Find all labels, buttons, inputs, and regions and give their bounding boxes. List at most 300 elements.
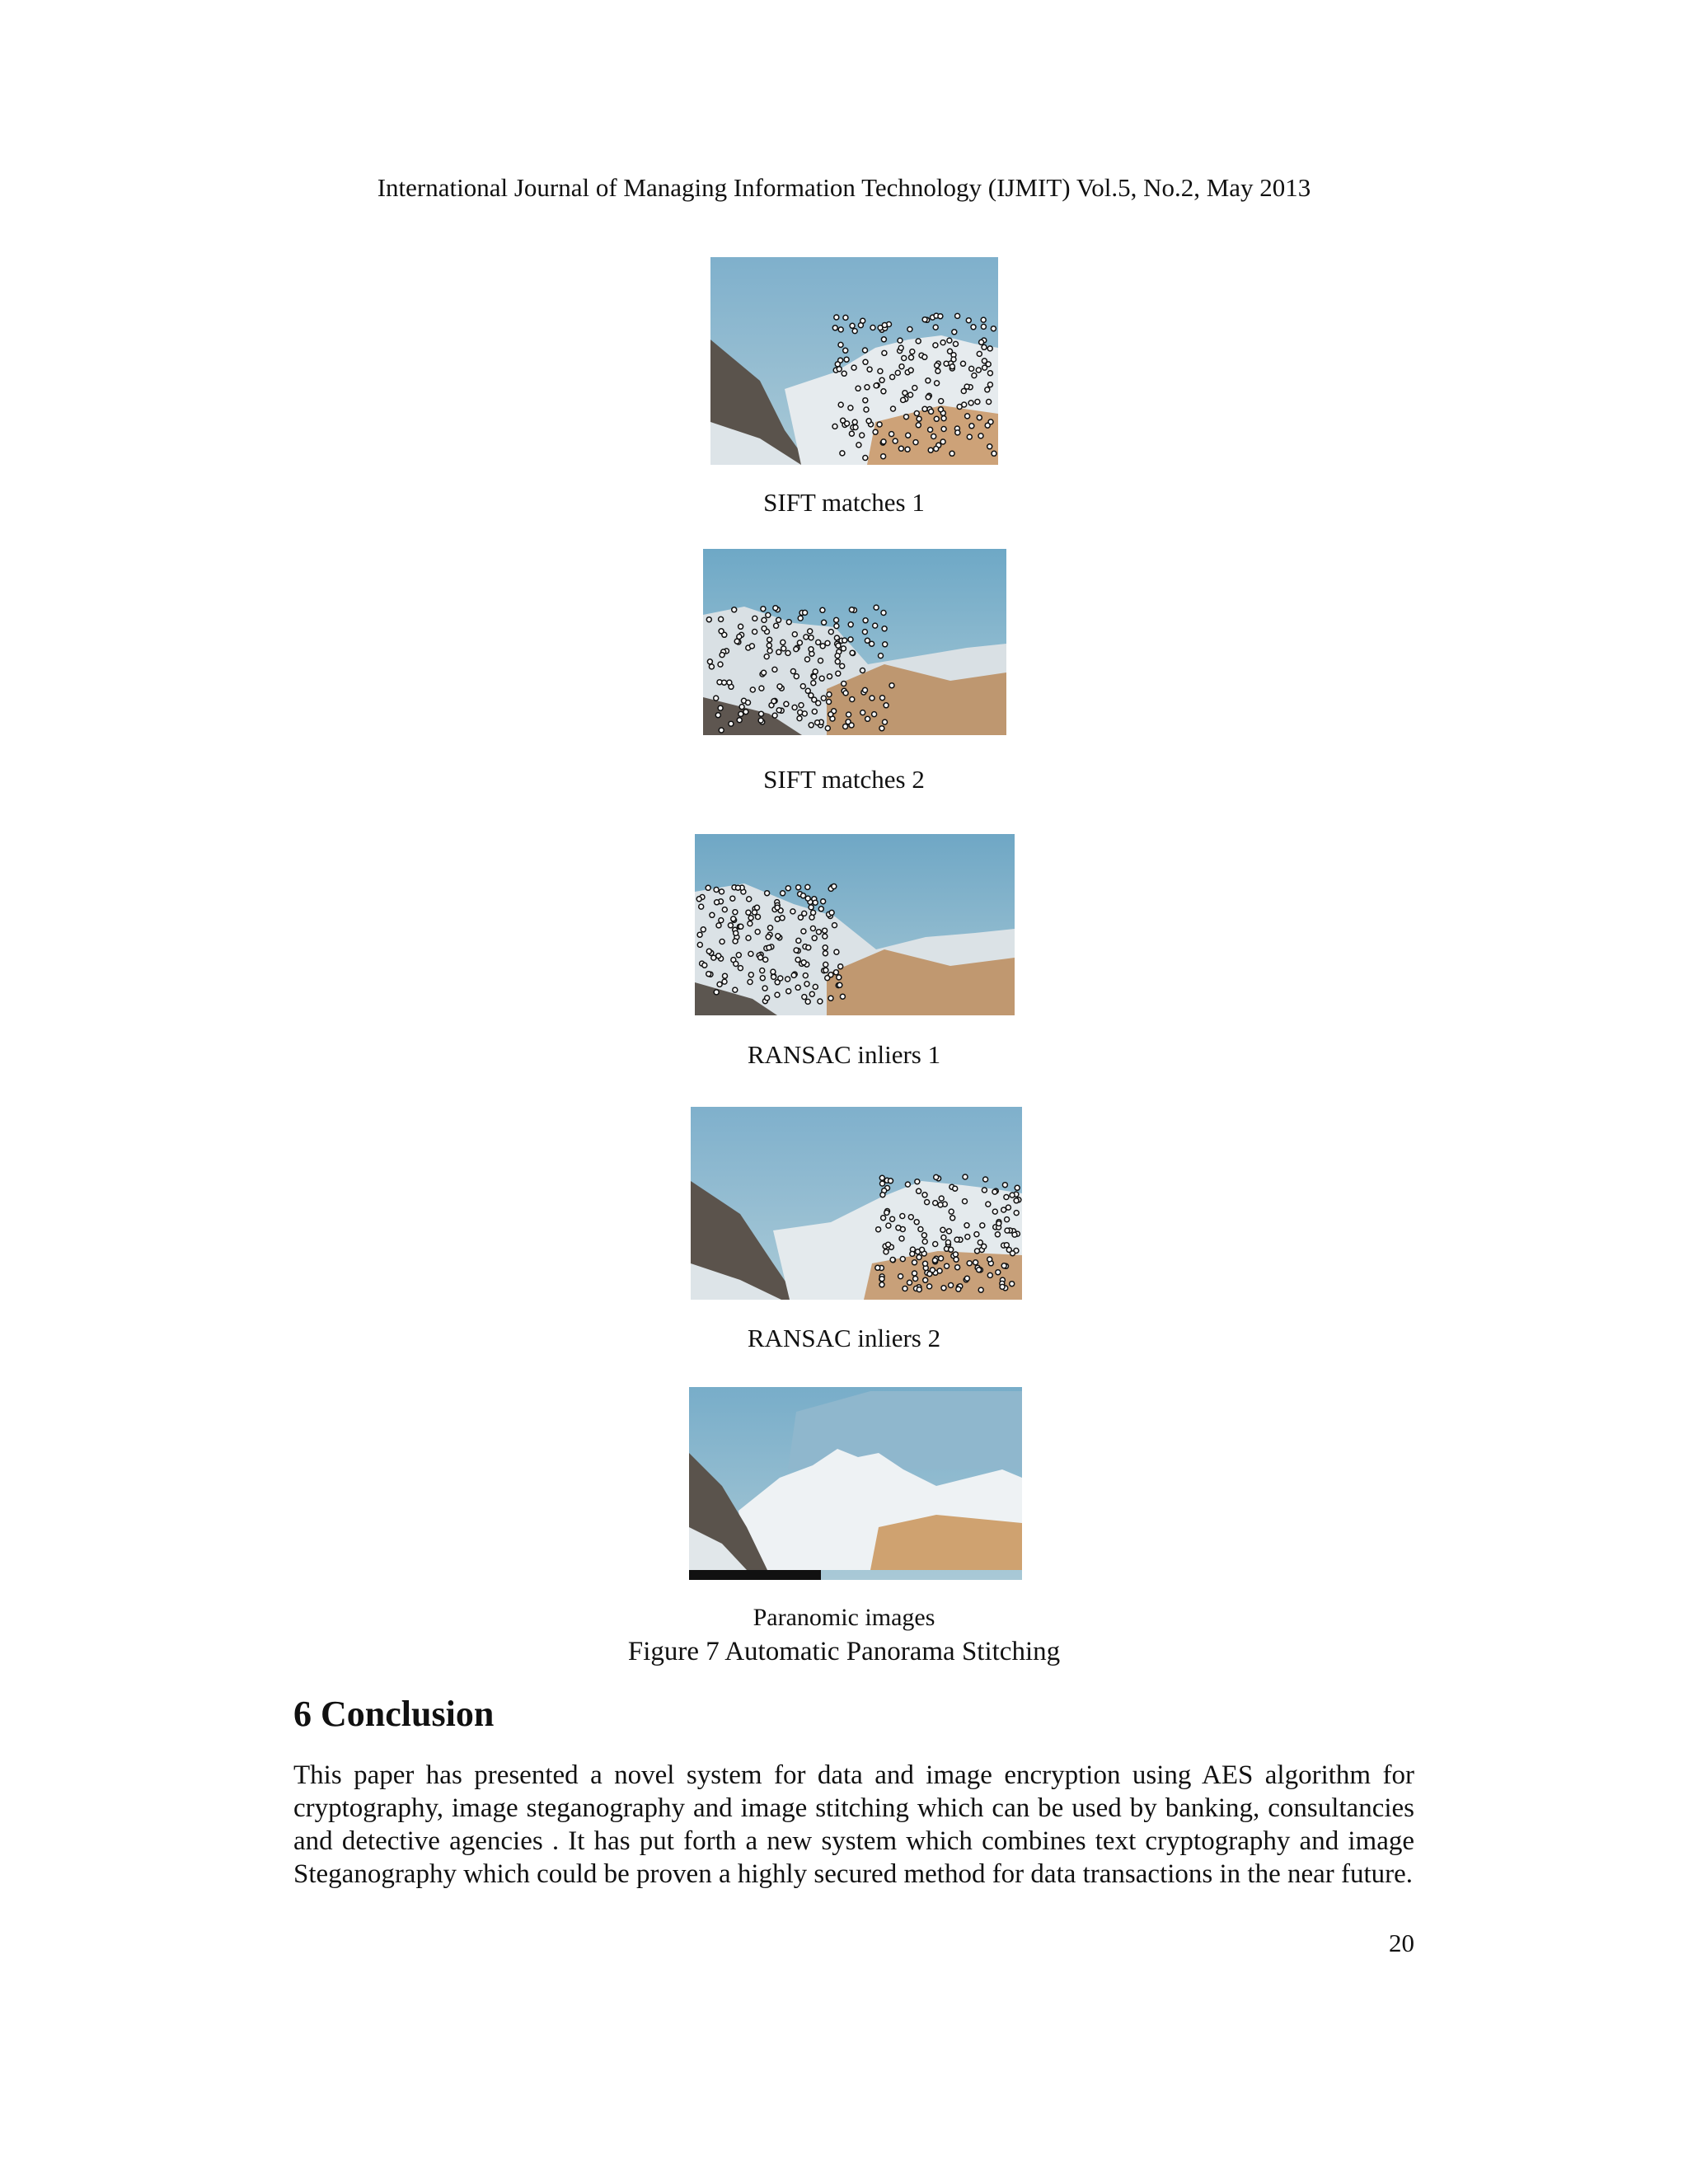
keypoint-marker bbox=[785, 650, 790, 655]
keypoint-marker bbox=[949, 1247, 954, 1252]
keypoint-marker bbox=[737, 635, 742, 640]
keypoint-marker bbox=[786, 620, 791, 625]
keypoint-marker bbox=[733, 987, 738, 992]
keypoint-marker bbox=[797, 640, 802, 645]
keypoint-marker bbox=[889, 1179, 893, 1183]
keypoint-marker bbox=[841, 418, 846, 423]
keypoint-marker bbox=[850, 697, 855, 702]
keypoint-marker bbox=[901, 397, 906, 402]
keypoint-marker bbox=[707, 659, 712, 664]
keypoint-marker bbox=[823, 962, 828, 967]
keypoint-marker bbox=[930, 1268, 935, 1272]
keypoint-marker bbox=[938, 1202, 943, 1207]
keypoint-marker bbox=[736, 953, 741, 958]
keypoint-marker bbox=[987, 444, 992, 449]
keypoint-marker bbox=[987, 1257, 992, 1262]
keypoint-marker bbox=[991, 326, 996, 331]
keypoint-marker bbox=[955, 430, 960, 435]
section-heading: 6 Conclusion bbox=[293, 1694, 495, 1734]
keypoint-marker bbox=[890, 375, 895, 380]
keypoint-marker bbox=[987, 400, 992, 405]
keypoint-marker bbox=[834, 617, 839, 622]
keypoint-marker bbox=[881, 337, 886, 342]
keypoint-marker bbox=[928, 427, 933, 432]
keypoint-marker bbox=[996, 1221, 1001, 1226]
keypoint-marker bbox=[940, 1227, 945, 1232]
keypoint-marker bbox=[870, 326, 875, 330]
keypoint-marker bbox=[1002, 1183, 1007, 1188]
keypoint-marker bbox=[879, 1282, 884, 1287]
keypoint-marker bbox=[762, 626, 767, 631]
keypoint-marker bbox=[1005, 1217, 1010, 1222]
keypoint-marker bbox=[907, 327, 912, 332]
keypoint-marker bbox=[908, 1215, 913, 1220]
keypoint-marker bbox=[714, 888, 719, 893]
keypoint-marker bbox=[879, 726, 884, 731]
keypoint-marker bbox=[953, 1186, 958, 1191]
keypoint-marker bbox=[716, 923, 721, 928]
keypoint-marker bbox=[835, 659, 840, 664]
keypoint-marker bbox=[722, 680, 727, 685]
keypoint-marker bbox=[982, 1188, 987, 1193]
keypoint-marker bbox=[794, 674, 799, 679]
keypoint-marker bbox=[939, 1196, 944, 1201]
keypoint-marker bbox=[758, 718, 763, 723]
keypoint-marker bbox=[809, 635, 814, 640]
keypoint-marker bbox=[987, 382, 992, 387]
keypoint-marker bbox=[828, 630, 833, 635]
keypoint-marker bbox=[790, 669, 795, 674]
keypoint-marker bbox=[884, 1249, 889, 1254]
keypoint-marker bbox=[813, 900, 818, 905]
keypoint-marker bbox=[954, 1257, 959, 1262]
keypoint-marker bbox=[889, 432, 894, 437]
keypoint-marker bbox=[835, 362, 840, 367]
keypoint-marker bbox=[832, 326, 837, 330]
keypoint-marker bbox=[848, 405, 853, 410]
keypoint-marker bbox=[753, 910, 757, 915]
keypoint-marker bbox=[719, 616, 724, 621]
keypoint-marker bbox=[863, 456, 868, 461]
keypoint-marker bbox=[760, 976, 765, 981]
keypoint-marker bbox=[823, 951, 828, 956]
keypoint-marker bbox=[815, 720, 820, 725]
caption-sift-matches-2: SIFT matches 2 bbox=[763, 765, 925, 794]
keypoint-marker bbox=[714, 696, 719, 701]
keypoint-marker bbox=[829, 910, 834, 915]
keypoint-marker bbox=[863, 618, 868, 623]
keypoint-marker bbox=[728, 923, 733, 928]
keypoint-marker bbox=[949, 1209, 954, 1214]
keypoint-marker bbox=[803, 610, 808, 615]
keypoint-marker bbox=[863, 687, 868, 692]
keypoint-marker bbox=[842, 682, 846, 687]
keypoint-marker bbox=[827, 692, 832, 697]
keypoint-marker bbox=[879, 1277, 884, 1282]
keypoint-marker bbox=[952, 330, 957, 335]
keypoint-marker bbox=[808, 629, 813, 634]
conclusion-paragraph: This paper has presented a novel system for data and image encryption using AES algorithm for cryptography, image steganography and image stitching which can be used by banking, consultancies and detective agencies . It has put forth a new system which combines text cryptography and image Steganography which could be proven a highly secured method for data transactions in the near future. bbox=[293, 1760, 1414, 1889]
keypoint-marker bbox=[720, 940, 724, 944]
keypoint-marker bbox=[746, 910, 751, 915]
keypoint-marker bbox=[929, 409, 934, 414]
keypoint-marker bbox=[914, 411, 919, 416]
keypoint-marker bbox=[785, 886, 790, 891]
keypoint-marker bbox=[948, 349, 953, 354]
keypoint-marker bbox=[917, 1255, 921, 1260]
keypoint-marker bbox=[812, 674, 817, 679]
keypoint-marker bbox=[837, 367, 842, 372]
keypoint-marker bbox=[873, 429, 878, 434]
keypoint-marker bbox=[835, 654, 840, 658]
keypoint-marker bbox=[961, 361, 966, 366]
keypoint-marker bbox=[798, 616, 803, 621]
journal-header: International Journal of Managing Information Technology (IJMIT) Vol.5, No.2, May 2013 bbox=[377, 173, 1311, 202]
keypoint-marker bbox=[884, 703, 889, 708]
keypoint-marker bbox=[765, 996, 770, 1001]
keypoint-marker bbox=[849, 431, 854, 436]
keypoint-marker bbox=[963, 1199, 968, 1204]
keypoint-marker bbox=[982, 1244, 987, 1249]
keypoint-marker bbox=[902, 356, 907, 361]
caption-sift-matches-1: SIFT matches 1 bbox=[763, 488, 925, 517]
keypoint-marker bbox=[756, 915, 761, 920]
keypoint-marker bbox=[917, 1188, 921, 1193]
keypoint-marker bbox=[981, 317, 986, 322]
keypoint-marker bbox=[996, 1270, 1001, 1275]
keypoint-marker bbox=[791, 972, 796, 977]
keypoint-marker bbox=[718, 662, 723, 667]
keypoint-marker bbox=[969, 366, 974, 371]
keypoint-marker bbox=[876, 1227, 881, 1232]
keypoint-marker bbox=[852, 329, 857, 334]
keypoint-marker bbox=[879, 1175, 884, 1180]
keypoint-marker bbox=[992, 1189, 997, 1194]
keypoint-marker bbox=[834, 949, 839, 954]
keypoint-marker bbox=[774, 623, 779, 628]
keypoint-marker bbox=[912, 1260, 917, 1265]
keypoint-marker bbox=[883, 719, 888, 724]
keypoint-marker bbox=[706, 885, 710, 890]
keypoint-marker bbox=[863, 348, 868, 353]
keypoint-marker bbox=[834, 624, 839, 629]
keypoint-marker bbox=[898, 338, 903, 343]
keypoint-marker bbox=[776, 617, 781, 622]
keypoint-marker bbox=[926, 395, 931, 400]
keypoint-marker bbox=[844, 357, 849, 362]
keypoint-marker bbox=[986, 362, 991, 367]
keypoint-marker bbox=[881, 454, 886, 459]
keypoint-marker bbox=[926, 378, 931, 383]
keypoint-marker bbox=[842, 371, 846, 376]
keypoint-marker bbox=[856, 443, 861, 448]
keypoint-marker bbox=[777, 684, 782, 689]
keypoint-marker bbox=[718, 705, 723, 710]
keypoint-marker bbox=[792, 632, 797, 637]
keypoint-marker bbox=[978, 434, 983, 438]
keypoint-marker bbox=[912, 1271, 917, 1276]
keypoint-marker bbox=[805, 896, 810, 901]
keypoint-marker bbox=[950, 364, 954, 369]
keypoint-marker bbox=[804, 635, 809, 640]
keypoint-marker bbox=[891, 406, 896, 411]
keypoint-marker bbox=[962, 402, 967, 407]
keypoint-marker bbox=[950, 451, 954, 456]
keypoint-marker bbox=[907, 1280, 912, 1285]
keypoint-marker bbox=[900, 1257, 905, 1262]
keypoint-marker bbox=[716, 954, 721, 958]
keypoint-marker bbox=[982, 344, 987, 349]
keypoint-marker bbox=[1005, 1228, 1010, 1233]
keypoint-marker bbox=[935, 368, 940, 373]
keypoint-marker bbox=[771, 974, 776, 979]
keypoint-marker bbox=[920, 1247, 925, 1252]
keypoint-marker bbox=[986, 1202, 991, 1207]
keypoint-marker bbox=[860, 318, 865, 323]
keypoint-marker bbox=[768, 926, 773, 930]
keypoint-marker bbox=[737, 718, 742, 723]
keypoint-marker bbox=[915, 1179, 920, 1184]
keypoint-marker bbox=[923, 1261, 928, 1266]
keypoint-marker bbox=[697, 942, 702, 947]
keypoint-marker bbox=[874, 383, 879, 388]
keypoint-marker bbox=[722, 979, 727, 984]
keypoint-marker bbox=[882, 323, 887, 328]
keypoint-marker bbox=[917, 416, 921, 421]
keypoint-marker bbox=[928, 448, 933, 452]
ransac-inliers-1-image bbox=[695, 834, 1015, 1015]
keypoint-marker bbox=[881, 611, 886, 616]
keypoint-marker bbox=[865, 638, 870, 643]
keypoint-marker bbox=[934, 447, 939, 452]
keypoint-marker bbox=[800, 684, 805, 689]
keypoint-marker bbox=[762, 617, 767, 622]
keypoint-marker bbox=[781, 640, 785, 644]
keypoint-marker bbox=[893, 438, 898, 443]
keypoint-marker bbox=[758, 955, 763, 960]
keypoint-marker bbox=[732, 607, 737, 612]
keypoint-marker bbox=[733, 910, 738, 915]
keypoint-marker bbox=[904, 415, 909, 419]
keypoint-marker bbox=[711, 955, 716, 960]
keypoint-marker bbox=[809, 991, 814, 996]
keypoint-marker bbox=[806, 945, 811, 950]
keypoint-marker bbox=[821, 899, 826, 904]
keypoint-marker bbox=[849, 723, 854, 728]
keypoint-marker bbox=[1014, 1211, 1019, 1216]
keypoint-marker bbox=[743, 710, 748, 715]
keypoint-marker bbox=[880, 1181, 885, 1186]
keypoint-marker bbox=[823, 945, 828, 950]
keypoint-marker bbox=[908, 392, 913, 397]
keypoint-marker bbox=[715, 900, 720, 905]
keypoint-marker bbox=[780, 916, 785, 921]
keypoint-marker bbox=[819, 676, 824, 681]
keypoint-marker bbox=[881, 439, 886, 444]
keypoint-marker bbox=[823, 928, 828, 933]
keypoint-marker bbox=[765, 891, 770, 896]
keypoint-marker bbox=[886, 1223, 891, 1228]
keypoint-marker bbox=[709, 664, 714, 669]
keypoint-marker bbox=[810, 926, 815, 931]
keypoint-marker bbox=[850, 650, 855, 655]
keypoint-marker bbox=[773, 606, 778, 611]
keypoint-marker bbox=[886, 1242, 891, 1247]
keypoint-marker bbox=[753, 616, 757, 621]
keypoint-marker bbox=[801, 929, 806, 934]
keypoint-marker bbox=[775, 992, 780, 997]
keypoint-marker bbox=[900, 1214, 905, 1219]
keypoint-marker bbox=[837, 982, 842, 987]
keypoint-marker bbox=[720, 889, 724, 894]
keypoint-marker bbox=[818, 999, 823, 1004]
keypoint-marker bbox=[881, 1216, 886, 1221]
keypoint-marker bbox=[851, 365, 856, 370]
keypoint-marker bbox=[731, 916, 736, 921]
keypoint-marker bbox=[833, 970, 838, 975]
keypoint-marker bbox=[910, 1251, 915, 1256]
keypoint-marker bbox=[801, 960, 806, 965]
keypoint-marker bbox=[775, 916, 780, 921]
keypoint-marker bbox=[843, 348, 848, 353]
keypoint-marker bbox=[825, 640, 830, 645]
keypoint-marker bbox=[811, 681, 816, 686]
keypoint-marker bbox=[882, 626, 887, 631]
keypoint-marker bbox=[860, 668, 865, 673]
keypoint-marker bbox=[838, 402, 843, 407]
keypoint-marker bbox=[1015, 1185, 1020, 1190]
keypoint-marker bbox=[761, 607, 766, 612]
keypoint-marker bbox=[771, 699, 776, 704]
keypoint-marker bbox=[816, 640, 821, 644]
keypoint-marker bbox=[804, 982, 809, 987]
keypoint-marker bbox=[821, 696, 826, 701]
keypoint-marker bbox=[794, 948, 799, 953]
keypoint-marker bbox=[898, 1274, 903, 1279]
keypoint-marker bbox=[1004, 1195, 1009, 1200]
keypoint-marker bbox=[865, 716, 870, 721]
keypoint-marker bbox=[916, 339, 921, 344]
keypoint-marker bbox=[874, 605, 879, 610]
keypoint-marker bbox=[706, 949, 711, 954]
keypoint-marker bbox=[696, 897, 701, 902]
keypoint-marker bbox=[841, 646, 846, 651]
keypoint-marker bbox=[954, 341, 959, 346]
keypoint-marker bbox=[937, 1268, 942, 1273]
keypoint-marker bbox=[1004, 1243, 1009, 1248]
keypoint-marker bbox=[838, 964, 843, 969]
keypoint-marker bbox=[946, 1229, 951, 1234]
keypoint-marker bbox=[880, 1193, 885, 1197]
keypoint-marker bbox=[727, 680, 732, 685]
keypoint-marker bbox=[706, 617, 711, 622]
keypoint-marker bbox=[785, 977, 790, 982]
keypoint-marker bbox=[935, 381, 940, 386]
keypoint-marker bbox=[922, 354, 927, 359]
keypoint-marker bbox=[738, 711, 743, 716]
keypoint-marker bbox=[863, 359, 868, 364]
keypoint-marker bbox=[978, 1287, 983, 1292]
keypoint-marker bbox=[860, 433, 865, 438]
keypoint-marker bbox=[766, 612, 771, 617]
keypoint-marker bbox=[977, 1268, 982, 1272]
keypoint-marker bbox=[941, 427, 946, 432]
keypoint-marker bbox=[802, 995, 807, 1000]
keypoint-marker bbox=[980, 1223, 985, 1228]
keypoint-marker bbox=[955, 1265, 960, 1270]
keypoint-marker bbox=[722, 907, 727, 912]
keypoint-marker bbox=[822, 620, 827, 625]
keypoint-marker bbox=[905, 447, 910, 452]
keypoint-marker bbox=[872, 712, 877, 717]
keypoint-marker bbox=[805, 999, 810, 1004]
keypoint-marker bbox=[922, 317, 927, 322]
keypoint-marker bbox=[940, 340, 945, 345]
keypoint-marker bbox=[747, 897, 752, 902]
keypoint-marker bbox=[944, 361, 949, 366]
keypoint-marker bbox=[755, 930, 760, 935]
keypoint-marker bbox=[849, 607, 854, 612]
keypoint-marker bbox=[734, 962, 738, 967]
keypoint-marker bbox=[735, 885, 740, 890]
keypoint-marker bbox=[881, 389, 886, 394]
keypoint-marker bbox=[917, 1287, 921, 1292]
keypoint-marker bbox=[697, 932, 702, 937]
keypoint-marker bbox=[968, 401, 973, 405]
keypoint-marker bbox=[840, 663, 845, 668]
keypoint-marker bbox=[832, 424, 837, 429]
keypoint-marker bbox=[879, 377, 884, 382]
keypoint-marker bbox=[784, 701, 789, 706]
keypoint-marker bbox=[867, 367, 872, 372]
keypoint-marker bbox=[912, 386, 917, 391]
keypoint-marker bbox=[762, 986, 767, 991]
keypoint-marker bbox=[738, 924, 743, 929]
keypoint-marker bbox=[776, 649, 781, 654]
sift-matches-1-image bbox=[710, 257, 998, 465]
keypoint-marker bbox=[905, 1182, 910, 1187]
keypoint-marker bbox=[890, 1258, 895, 1263]
keypoint-marker bbox=[776, 708, 781, 713]
keypoint-marker bbox=[927, 1284, 932, 1289]
keypoint-marker bbox=[771, 969, 776, 974]
keypoint-marker bbox=[796, 938, 801, 943]
keypoint-marker bbox=[922, 1193, 927, 1197]
keypoint-marker bbox=[760, 968, 765, 973]
keypoint-marker bbox=[865, 385, 870, 390]
keypoint-marker bbox=[781, 891, 785, 896]
sift-matches-2-image bbox=[703, 549, 1006, 735]
keypoint-marker bbox=[759, 686, 764, 691]
keypoint-marker bbox=[956, 1286, 961, 1291]
keypoint-marker bbox=[862, 630, 867, 635]
keypoint-marker bbox=[734, 930, 738, 935]
keypoint-marker bbox=[715, 713, 720, 718]
keypoint-marker bbox=[746, 701, 751, 705]
keypoint-marker bbox=[837, 975, 842, 980]
keypoint-marker bbox=[702, 963, 707, 968]
keypoint-marker bbox=[748, 972, 753, 977]
keypoint-marker bbox=[748, 980, 753, 985]
keypoint-marker bbox=[899, 364, 904, 369]
keypoint-marker bbox=[843, 691, 848, 696]
keypoint-marker bbox=[766, 935, 771, 940]
keypoint-marker bbox=[828, 674, 832, 679]
keypoint-marker bbox=[913, 1277, 918, 1282]
keypoint-marker bbox=[813, 984, 818, 989]
keypoint-marker bbox=[864, 407, 869, 412]
keypoint-marker bbox=[825, 976, 830, 981]
